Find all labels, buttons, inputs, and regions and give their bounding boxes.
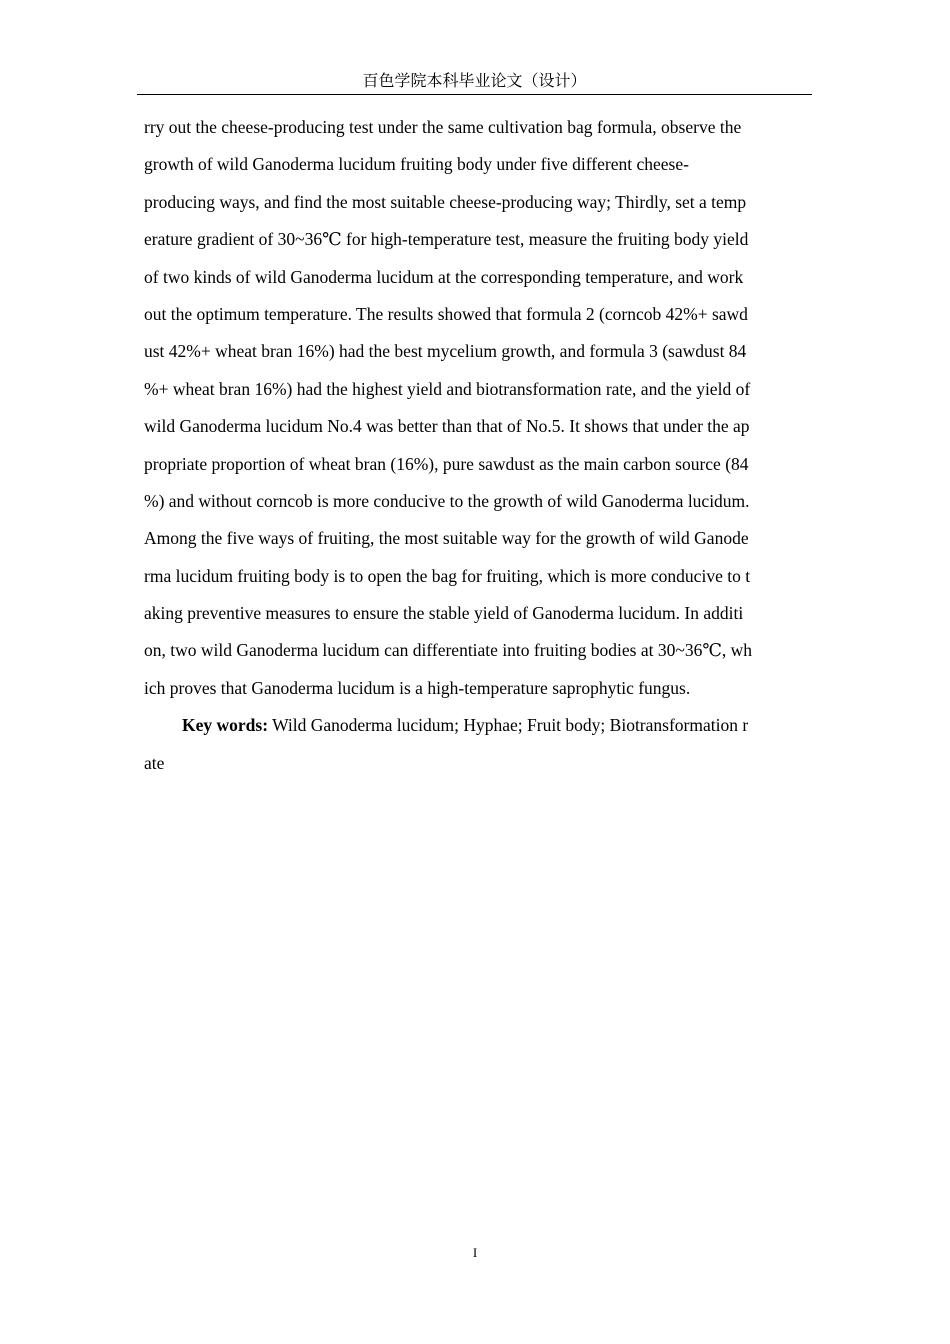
keywords-label: Key words: [182, 715, 269, 736]
abstract-body [144, 109, 812, 782]
keywords-continuation: ate [144, 752, 165, 773]
abstract-line: producing ways, and find the most suitable cheese-producing way; Thirdly, set a temp [144, 191, 747, 212]
abstract-line: rma lucidum fruiting body is to open the bag for fruiting, which is more conducive to t [144, 565, 751, 586]
keywords-line [144, 707, 812, 744]
abstract-line: %) and without corncob is more conducive to the growth of wild Ganoderma lucidum. [144, 490, 750, 511]
abstract-line: ich proves that Ganoderma lucidum is a high-temperature saprophytic fungus. [144, 677, 691, 698]
abstract-line: on, two wild Ganoderma lucidum can differentiate into fruiting bodies at 30~36℃, wh [144, 640, 753, 661]
abstract-line: aking preventive measures to ensure the stable yield of Ganoderma lucidum. In additi [144, 603, 744, 624]
abstract-line: Among the five ways of fruiting, the most suitable way for the growth of wild Ganode [144, 528, 749, 549]
abstract-line: wild Ganoderma lucidum No.4 was better than that of No.5. It shows that under the ap [144, 416, 750, 437]
abstract-line: erature gradient of 30~36℃ for high-temperature test, measure the fruiting body yield [144, 229, 749, 250]
page-number: I [472, 1245, 478, 1260]
page-header: 百色学院本科毕业论文（设计） [137, 70, 812, 95]
abstract-line: rry out the cheese-producing test under the same cultivation bag formula, observe the [144, 117, 742, 137]
abstract-line: %+ wheat bran 16%) had the highest yield and biotransformation rate, and the yield of [144, 378, 751, 399]
abstract-line: ust 42%+ wheat bran 16%) had the best mycelium growth, and formula 3 (sawdust 84 [144, 341, 747, 362]
abstract-line: growth of wild Ganoderma lucidum fruiting body under five different cheese- [144, 154, 689, 175]
abstract-line: of two kinds of wild Ganoderma lucidum at the corresponding temperature, and work [144, 266, 744, 287]
keywords-text: Wild Ganoderma lucidum; Hyphae; Fruit body; Biotransformation r [268, 715, 749, 736]
abstract-line: propriate proportion of wheat bran (16%), pure sawdust as the main carbon source (84 [144, 453, 749, 474]
abstract-line: out the optimum temperature. The results showed that formula 2 (corncob 42%+ sawd [144, 303, 748, 324]
